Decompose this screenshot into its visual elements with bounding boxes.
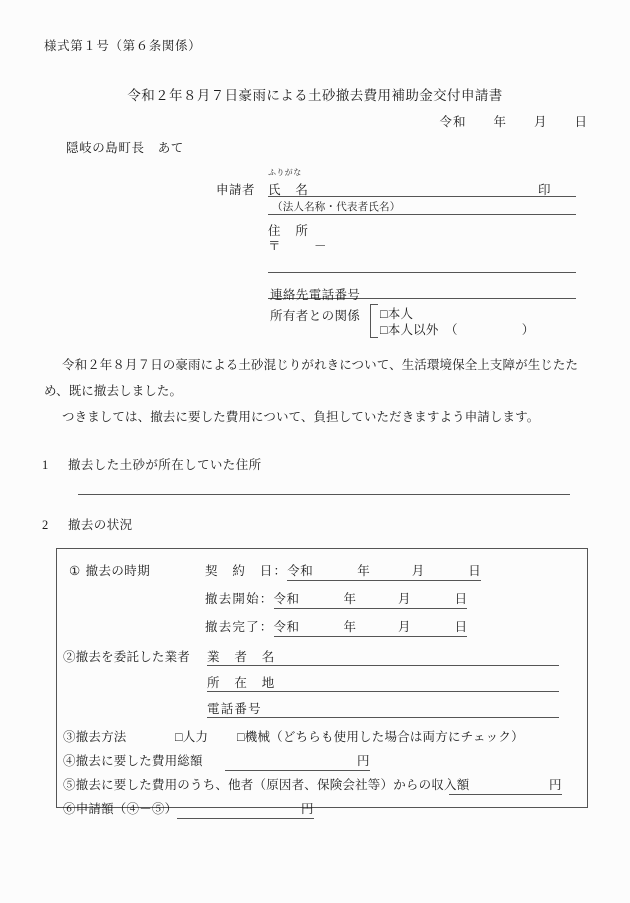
section-1-title: 撤去した土砂が所在していた住所 bbox=[68, 458, 262, 472]
row-contractor-label bbox=[63, 647, 190, 665]
contractor-phone-label: 電話番号 bbox=[207, 702, 262, 716]
removal-start-month: 月 bbox=[398, 592, 411, 606]
removal-complete-input[interactable] bbox=[274, 617, 468, 637]
addressee: 隠岐の島町長 あて bbox=[66, 141, 184, 155]
relation-other-suffix: ） bbox=[521, 323, 535, 337]
applicant-name-input[interactable] bbox=[268, 196, 576, 197]
section-2-number: 2 bbox=[42, 518, 49, 532]
contract-date-row[interactable] bbox=[205, 561, 481, 581]
other-income-unit: 円 bbox=[549, 778, 562, 792]
contract-date-label: 契 約 日： bbox=[205, 564, 288, 578]
removal-start-date-row[interactable] bbox=[205, 589, 467, 609]
removal-status-table bbox=[56, 548, 588, 816]
postal-mark: 〒 bbox=[268, 239, 281, 253]
row-contractor-marker: ② bbox=[63, 650, 76, 664]
request-amount-unit: 円 bbox=[301, 802, 314, 816]
form-code: 様式第１号（第６条関係） bbox=[44, 39, 202, 53]
section-1-heading bbox=[42, 455, 262, 473]
contract-date-input[interactable] bbox=[287, 561, 481, 581]
method-checkbox-machine[interactable]: □機械（どちらも使用した場合は両方にチェック） bbox=[237, 730, 524, 744]
row-request-amount-text: 申請額（④－⑤） bbox=[75, 802, 178, 816]
row-timing-marker: ① bbox=[69, 564, 81, 578]
applicant-name-label: 氏 名 bbox=[268, 183, 310, 197]
row-method-text: 撤去方法 bbox=[75, 730, 127, 744]
body-paragraph-2: つきましては、撤去に要した費用について、負担していただきますよう申請します。 bbox=[62, 410, 540, 424]
contractor-address-input[interactable] bbox=[207, 691, 559, 692]
applicant-address-label: 住 所 bbox=[268, 224, 310, 238]
corporate-name-note: （法人名称・代表者氏名） bbox=[272, 202, 401, 213]
removal-complete-date-row[interactable] bbox=[205, 617, 467, 637]
removal-start-day: 日 bbox=[454, 592, 468, 606]
request-amount-wrap[interactable] bbox=[177, 799, 314, 819]
postal-dash: － bbox=[314, 239, 327, 253]
document-title: 令和２年８月７日豪雨による土砂撤去費用補助金交付申請書 bbox=[127, 88, 503, 103]
row-other-income-marker: ⑤ bbox=[63, 778, 76, 792]
row-request-amount-label bbox=[63, 799, 177, 817]
applicant-address-input[interactable] bbox=[268, 272, 576, 273]
total-cost-amount-wrap[interactable] bbox=[225, 751, 370, 771]
telephone-label: 連絡先電話番号 bbox=[270, 288, 361, 302]
relation-other-prefix: □本人以外 （ bbox=[380, 323, 458, 337]
relation-bracket bbox=[370, 304, 378, 338]
body-paragraph-1: 令和２年８月７日の豪雨による土砂混じりがれきについて、生活環境保全上支障が生じたため、既に撤去しました。 bbox=[44, 358, 579, 398]
contractor-address-label-wrap bbox=[207, 673, 276, 691]
row-method-marker: ③ bbox=[63, 730, 76, 744]
other-income-input[interactable] bbox=[449, 775, 562, 795]
section-2-heading bbox=[42, 515, 133, 533]
contract-date-era: 令和 bbox=[287, 564, 314, 578]
row-request-amount-marker: ⑥ bbox=[63, 802, 76, 816]
removal-complete-month: 月 bbox=[398, 620, 411, 634]
removal-complete-year: 年 bbox=[343, 620, 357, 634]
contractor-name-label: 業 者 名 bbox=[207, 650, 276, 664]
furigana-label: ふりがな bbox=[268, 168, 302, 177]
row-other-income-text: 撤去に要した費用のうち、他者（原因者、保険会社等）からの収入額 bbox=[75, 778, 470, 792]
contract-date-month: 月 bbox=[411, 564, 425, 578]
other-income-amount-wrap[interactable] bbox=[449, 775, 562, 795]
removal-start-era: 令和 bbox=[273, 592, 300, 606]
postal-code-row[interactable] bbox=[268, 236, 327, 254]
total-cost-unit: 円 bbox=[357, 754, 370, 768]
issue-date-field[interactable]: 令和 年 月 日 bbox=[439, 115, 588, 129]
contractor-phone-label-wrap bbox=[207, 699, 262, 717]
contract-date-day: 日 bbox=[468, 564, 481, 578]
relation-checkbox-self[interactable]: □本人 bbox=[380, 307, 414, 321]
removal-start-label: 撤去開始： bbox=[205, 592, 274, 606]
row-timing-label bbox=[69, 561, 150, 579]
removal-start-input[interactable] bbox=[274, 589, 468, 609]
total-cost-input[interactable] bbox=[225, 751, 370, 771]
contractor-phone-input[interactable] bbox=[207, 717, 559, 718]
section-1-address-input[interactable] bbox=[78, 494, 570, 495]
row-total-cost-text: 撤去に要した費用総額 bbox=[75, 754, 203, 768]
owner-relation-label: 所有者との関係 bbox=[270, 309, 361, 323]
contractor-address-label: 所 在 地 bbox=[207, 676, 276, 690]
seal-label: 印 bbox=[538, 183, 551, 197]
row-contractor-text: 撤去を委託した業者 bbox=[75, 650, 191, 664]
contractor-name-label-wrap bbox=[207, 647, 276, 665]
removal-complete-label: 撤去完了： bbox=[205, 620, 274, 634]
row-timing-text: 撤去の時期 bbox=[85, 564, 151, 578]
method-checkbox-manual[interactable]: □人力 bbox=[175, 730, 209, 744]
section-1-number: 1 bbox=[42, 458, 49, 472]
removal-complete-era: 令和 bbox=[273, 620, 300, 634]
corporate-name-input[interactable] bbox=[268, 214, 576, 215]
applicant-label: 申請者 bbox=[216, 183, 256, 197]
relation-checkbox-other[interactable] bbox=[380, 320, 534, 338]
row-other-income-label bbox=[63, 775, 469, 793]
contractor-name-input[interactable] bbox=[207, 665, 559, 666]
removal-start-year: 年 bbox=[343, 592, 357, 606]
section-2-title: 撤去の状況 bbox=[68, 518, 133, 532]
row-total-cost-label bbox=[63, 751, 203, 769]
request-amount-input[interactable] bbox=[177, 799, 314, 819]
removal-complete-day: 日 bbox=[454, 620, 468, 634]
contract-date-year: 年 bbox=[357, 564, 370, 578]
row-method-label bbox=[63, 727, 127, 745]
row-total-cost-marker: ④ bbox=[63, 754, 76, 768]
